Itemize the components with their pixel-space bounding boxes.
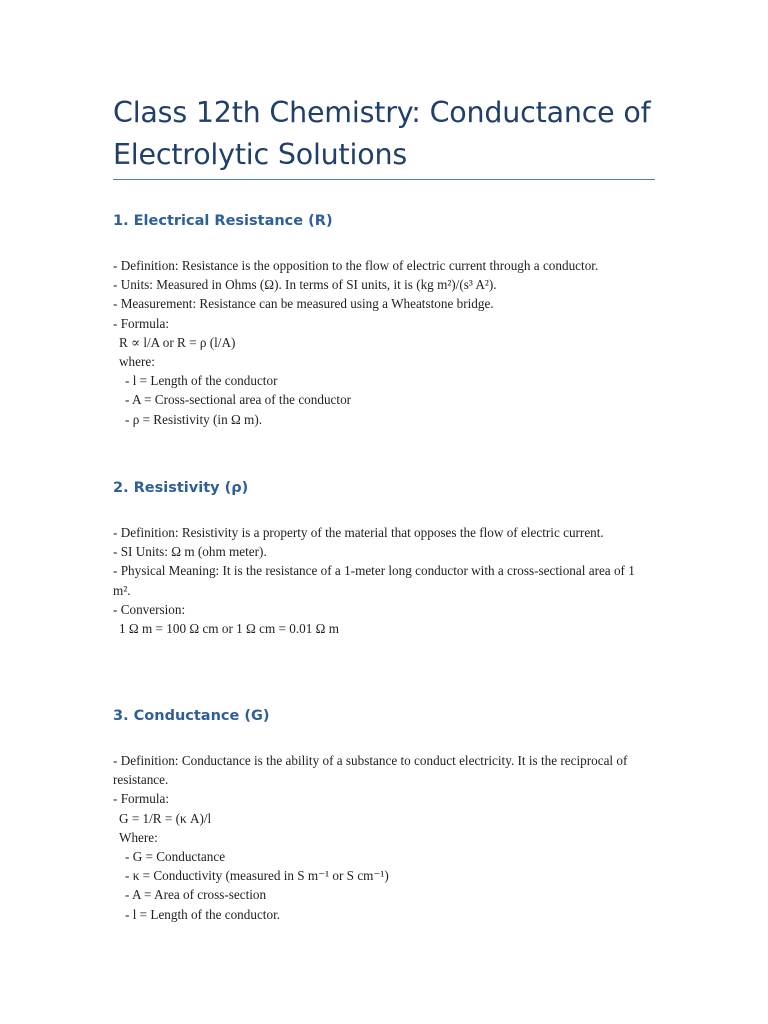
section-body-conductance — [113, 751, 655, 924]
list-item: - l = Length of the conductor — [125, 373, 278, 389]
list-item: - G = Conductance — [125, 849, 226, 865]
section-heading-conductance: 3. Conductance (G) — [113, 708, 270, 724]
text-line: - Measurement: Resistance can be measured using a Wheatstone bridge. — [113, 296, 494, 312]
list-item: - l = Length of the conductor. — [125, 906, 281, 922]
text-line: Where: — [119, 829, 158, 845]
text-line: - Formula: — [113, 315, 170, 331]
formula-line: R ∝ l/A or R = ρ (l/A) — [119, 334, 236, 350]
list-item: - A = Area of cross-section — [125, 887, 267, 903]
section-body-resistance — [113, 256, 655, 429]
text-line: - Conversion: — [113, 601, 186, 617]
list-item: - ρ = Resistivity (in Ω m). — [125, 411, 263, 427]
text-line: - Definition: Resistance is the opposition to the flow of electric current through a conductor. — [113, 258, 599, 273]
list-item: - κ = Conductivity (measured in S m⁻¹ or S cm⁻¹) — [125, 868, 389, 884]
text-line: - Definition: Resistivity is a property of the material that opposes the flow of electric current. — [113, 525, 604, 540]
text-line: - Units: Measured in Ohms (Ω). In terms of SI units, it is (kg m²)/(s³ A²). — [113, 277, 497, 293]
formula-line: 1 Ω m = 100 Ω cm or 1 Ω cm = 0.01 Ω m — [119, 621, 340, 637]
formula-line: G = 1/R = (κ A)/l — [119, 810, 212, 826]
list-item: - A = Cross-sectional area of the conductor — [125, 392, 352, 408]
text-line: - Formula: — [113, 791, 170, 807]
section-body-resistivity — [113, 523, 655, 638]
section-heading-resistance: 1. Electrical Resistance (R) — [113, 213, 333, 229]
section-heading-resistivity: 2. Resistivity (ρ) — [113, 480, 249, 496]
text-line: - Definition: Conductance is the ability of a substance to conduct electricity. It is the reciprocal of resistance. — [113, 753, 628, 788]
text-line: - SI Units: Ω m (ohm meter). — [113, 544, 267, 560]
title-divider — [113, 179, 655, 180]
text-line: - Physical Meaning: It is the resistance of a 1-meter long conductor with a cross-sectional area of 1 m². — [113, 563, 635, 598]
page-title: Class 12th Chemistry: Conductance of Electrolytic Solutions — [113, 96, 651, 171]
text-line: where: — [119, 354, 155, 370]
